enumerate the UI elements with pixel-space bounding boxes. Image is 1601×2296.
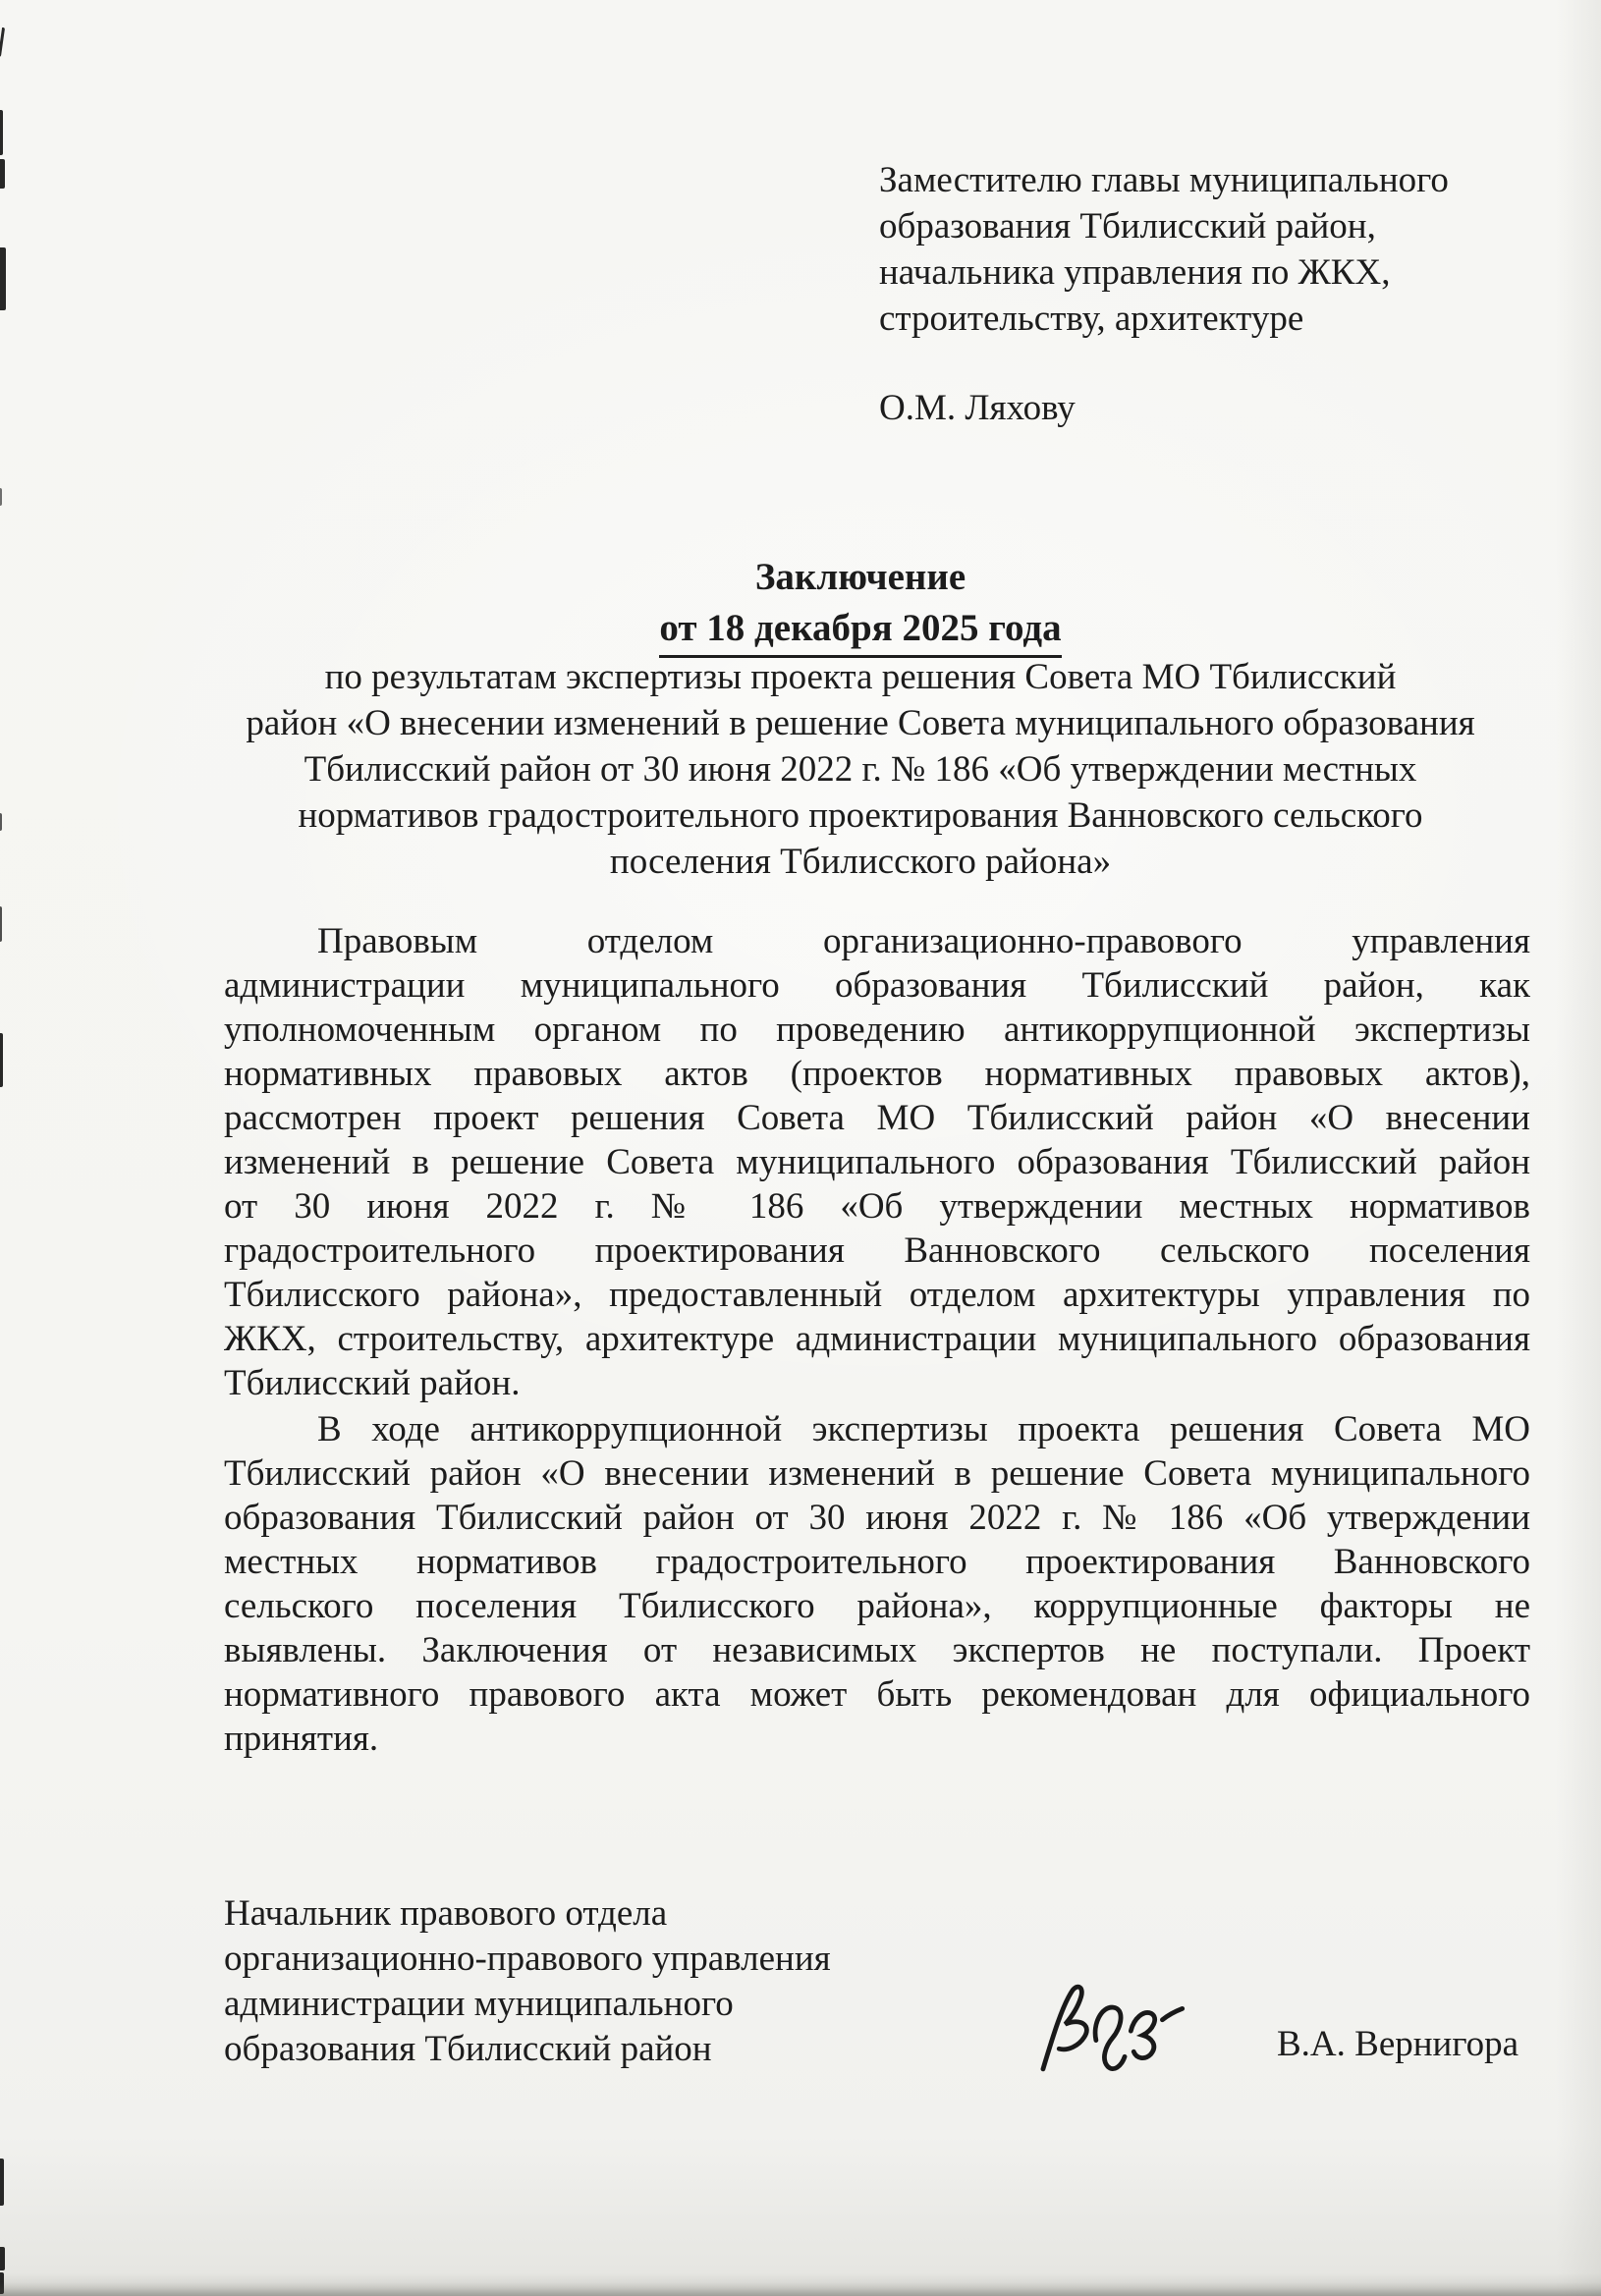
paragraph-line: ЖКХ, строительству, архитектуре администрации муниципального образования (224, 1319, 1530, 1359)
recipient-name: О.М. Ляхову (879, 388, 1076, 428)
subtitle-line: по результатам экспертизы проекта решения Совета МО Тбилисский (324, 657, 1397, 697)
paragraph-line: принятия. (224, 1719, 379, 1759)
document-date: от 18 декабря 2025 года (659, 603, 1061, 658)
subtitle-line: район «О внесении изменений в решение Совета муниципального образования (246, 703, 1475, 743)
paragraph-line: Тбилисский район. (224, 1363, 521, 1403)
scan-artifact (0, 247, 6, 310)
scan-artifact (0, 2159, 4, 2206)
paragraph-line: местных нормативов градостроительного проектирования Ванновского (224, 1542, 1530, 1582)
recipient-line: начальника управления по ЖКХ, (879, 252, 1391, 293)
scan-edge-shade (0, 2282, 1601, 2296)
recipient-line: Заместителю главы муниципального (879, 160, 1449, 200)
scan-artifact (0, 159, 5, 189)
body-paragraph-2 (224, 1407, 1530, 1761)
scan-artifact (0, 813, 2, 831)
signer-position-block (224, 1891, 911, 2072)
title-block (207, 552, 1514, 885)
paragraph-line: выявлены. Заключения от независимых экспертов не поступали. Проект (224, 1630, 1530, 1670)
document-subtitle (207, 654, 1514, 885)
paragraph-line: нормативных правовых актов (проектов нормативных правовых актов), (224, 1054, 1530, 1094)
paragraph-line: В ходе антикоррупционной экспертизы проекта решения Совета МО (317, 1409, 1530, 1449)
scan-artifact (0, 110, 3, 155)
paragraph-line: администрации муниципального образования Тбилисский район, как (224, 965, 1530, 1006)
document-title: Заключение (754, 556, 966, 598)
subtitle-line: нормативов градостроительного проектирования Ванновского сельского (298, 795, 1423, 836)
scan-artifact (0, 488, 2, 506)
paragraph-line: Правовым отделом организационно-правового управления (317, 921, 1530, 961)
scan-edge-shade (1556, 0, 1601, 2296)
scan-artifact (0, 1033, 3, 1087)
subtitle-line: поселения Тбилисского района» (609, 842, 1112, 882)
subtitle-line: Тбилисский район от 30 июня 2022 г. № 186 «Об утверждении местных (304, 749, 1417, 790)
recipient-line: строительству, архитектуре (879, 299, 1304, 339)
scan-artifact (0, 27, 5, 57)
signer-position-line: администрации муниципального (224, 1984, 734, 2024)
paragraph-line: сельского поселения Тбилисского района», коррупционные факторы не (224, 1586, 1530, 1626)
paragraph-line: от 30 июня 2022 г. № 186 «Об утверждении местных нормативов (224, 1186, 1530, 1227)
signer-position-line: образования Тбилисский район (224, 2029, 712, 2069)
paragraph-line: нормативного правового акта может быть рекомендован для официального (224, 1674, 1530, 1715)
recipient-line: образования Тбилисский район, (879, 206, 1376, 246)
signer-name: В.А. Вернигора (1277, 2024, 1519, 2064)
paragraph-line: уполномоченным органом по проведению антикоррупционной экспертизы (224, 1010, 1530, 1050)
scan-artifact (0, 2247, 5, 2270)
handwritten-signature (1025, 1971, 1200, 2087)
paragraph-line: градостроительного проектирования Ванновского сельского поселения (224, 1230, 1530, 1271)
signer-position-line: Начальник правового отдела (224, 1893, 668, 1934)
paragraph-line: изменений в решение Совета муниципального образования Тбилисский район (224, 1142, 1530, 1182)
signer-position-line: организационно-правового управления (224, 1939, 831, 1979)
scan-artifact (0, 2272, 4, 2294)
body-paragraph-1 (224, 919, 1530, 1405)
paragraph-line: рассмотрен проект решения Совета МО Тбилисский район «О внесении (224, 1098, 1530, 1138)
scan-artifact (0, 906, 2, 942)
paragraph-line: образования Тбилисский район от 30 июня 2022 г. № 186 «Об утверждении (224, 1498, 1530, 1538)
recipient-block (879, 157, 1508, 431)
paragraph-line: Тбилисского района», предоставленный отделом архитектуры управления по (224, 1275, 1530, 1315)
paragraph-line: Тбилисский район «О внесении изменений в решение Совета муниципального (224, 1453, 1530, 1494)
